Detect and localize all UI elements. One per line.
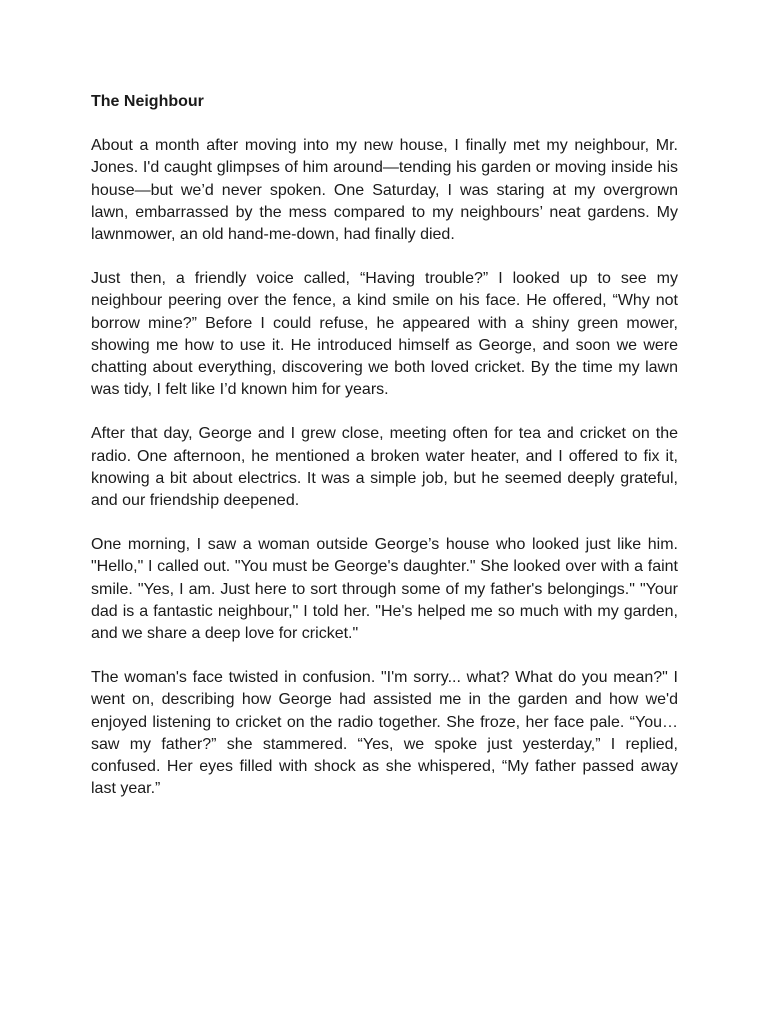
paragraph-3: After that day, George and I grew close, meeting often for tea and cricket on the radio. One afternoon, he mentioned a broken water heater, and I offered to fix it, knowing a bit about electrics. It was a simple job, but he seemed deeply grateful, and our friendship deepened. — [91, 425, 678, 510]
paragraph-4: One morning, I saw a woman outside George’s house who looked just like him. "Hello," I called out. "You must be George's daughter." She looked over with a faint smile. "Yes, I am. Just here to sort through some of my father's belongings." "Your dad is a fantastic neighbour," I told her. "He's helped me so much with my garden, and we share a deep love for cricket." — [91, 536, 678, 643]
paragraph-5: The woman's face twisted in confusion. "I'm sorry... what? What do you mean?" I went on, describing how George had assisted me in the garden and how we'd enjoyed listening to cricket on the radio together. She froze, her face pale. “You… saw my father?” she stammered. “Yes, we spoke just yesterday,” I replied, confused. Her eyes filled with shock as she whispered, “My father passed away last year.” — [91, 669, 678, 798]
paragraph-1: About a month after moving into my new house, I finally met my neighbour, Mr. Jones. I'd caught glimpses of him around—tending his garden or moving inside his house—but we’d never spoken. One Saturday, I was staring at my overgrown lawn, embarrassed by the mess compared to my neighbours’ neat gardens. My lawnmower, an old hand-me-down, had finally died. — [91, 137, 678, 244]
document-title: The Neighbour — [91, 93, 204, 110]
document-page — [91, 91, 678, 822]
paragraph-2: Just then, a friendly voice called, “Having trouble?” I looked up to see my neighbour peering over the fence, a kind smile on his face. He offered, “Why not borrow mine?” Before I could refuse, he appeared with a shiny green mower, showing me how to use it. He introduced himself as George, and soon we were chatting about everything, discovering we both loved cricket. By the time my lawn was tidy, I felt like I’d known him for years. — [91, 270, 678, 399]
